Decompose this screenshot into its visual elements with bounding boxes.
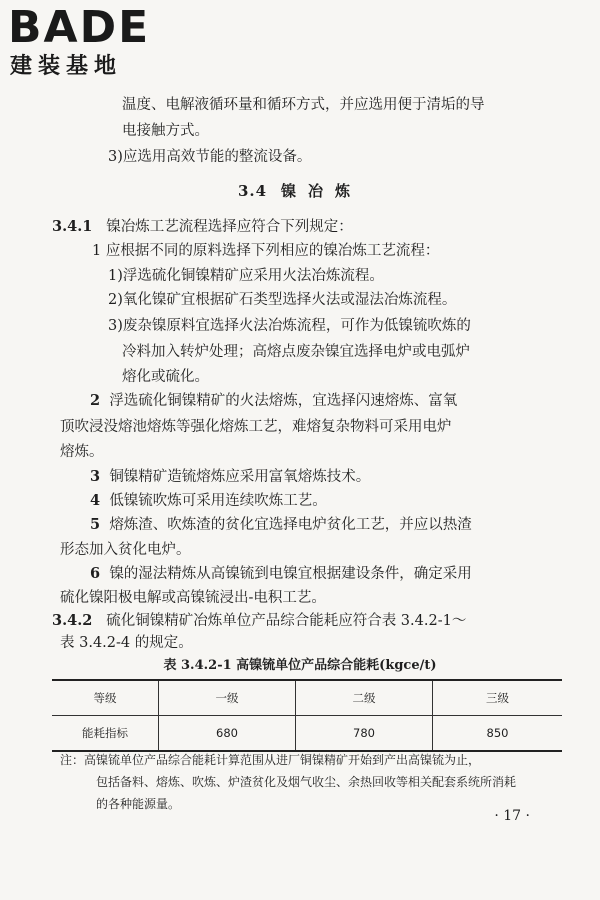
page-number: · 17 · — [494, 808, 530, 824]
clause-text: 硫化铜镍精矿冶炼单位产品综合能耗应符合表 3.4.2-1～ — [106, 613, 467, 629]
text-line: 3)应选用高效节能的整流设备。 — [108, 149, 312, 165]
item-2-cont: 顶吹浸没熔池熔炼等强化熔炼工艺，难熔复杂物料可采用电炉 — [60, 419, 452, 435]
sub-item-3-cont: 熔化或硫化。 — [122, 369, 209, 385]
table-note-cont: 包括备料、熔炼、吹炼、炉渣贫化及烟气收尘、余热回收等相关配套系统所消耗 — [96, 775, 517, 789]
clause-342-cont: 表 3.4.2-4 的规定。 — [60, 635, 193, 651]
section-number: 3.4 — [237, 182, 268, 200]
sub-item-3: 3)废杂镍原料宜选择火法冶炼流程，可作为低镍锍吹炼的 — [108, 318, 471, 334]
text-line: 电接触方式。 — [122, 123, 209, 139]
site-logo — [8, 4, 150, 82]
sub-item-3-cont: 冷料加入转炉处理；高熔点废杂镍宜选择电炉或电弧炉 — [122, 344, 470, 360]
section-title: 镍冶炼 — [281, 182, 363, 200]
item-number: 4 — [90, 492, 101, 509]
logo-wordmark: BADE — [8, 2, 151, 53]
clause-341 — [52, 217, 353, 237]
table-header-row — [52, 680, 562, 716]
item-text: 浮选硫化铜镍精矿的火法熔炼，宜选择闪速熔炼、富氧 — [109, 393, 458, 409]
table-note: 注：高镍锍单位产品综合能耗计算范围从进厂铜镍精矿开始到产出高镍锍为止， — [60, 753, 481, 767]
item-text: 低镍锍吹炼可采用连续吹炼工艺。 — [109, 493, 327, 509]
table-cell: 能耗指标 — [52, 716, 159, 752]
item-2 — [90, 391, 457, 411]
item-6-cont: 硫化镍阳极电解或高镍锍浸出-电积工艺。 — [60, 590, 326, 606]
item-text: 熔炼渣、吹炼渣的贫化宜选择电炉贫化工艺，并应以热渣 — [109, 517, 472, 533]
table-cell: 850 — [433, 716, 563, 752]
item-text: 镍的湿法精炼从高镍锍到电镍宜根据建设条件，确定采用 — [109, 566, 472, 582]
table-cell: 780 — [296, 716, 433, 752]
table-header-cell: 等级 — [52, 680, 159, 716]
section-heading — [0, 180, 600, 201]
item-number: 5 — [90, 516, 101, 533]
item-number: 6 — [90, 565, 101, 582]
clause-text: 镍冶炼工艺流程选择应符合下列规定： — [106, 219, 353, 235]
item-6 — [90, 564, 472, 584]
table-header-cell: 一级 — [159, 680, 296, 716]
table-row — [52, 716, 562, 752]
logo-subtitle: 建装基地 — [10, 54, 123, 79]
table-caption: 表 3.4.2-1 高镍锍单位产品综合能耗(kgce/t) — [163, 658, 437, 673]
item-text: 铜镍精矿造锍熔炼应采用富氧熔炼技术。 — [109, 469, 371, 485]
item-3 — [90, 467, 370, 487]
item-5-cont: 形态加入贫化电炉。 — [60, 542, 191, 558]
sub-item-1: 1)浮选硫化铜镍精矿应采用火法冶炼流程。 — [108, 268, 384, 284]
table-note-cont: 的各种能源量。 — [96, 797, 181, 811]
item-number: 3 — [90, 468, 101, 485]
item-2-cont: 熔炼。 — [60, 444, 104, 460]
table-header-cell: 二级 — [296, 680, 433, 716]
item-5 — [90, 515, 472, 535]
clause-number: 3.4.1 — [52, 218, 93, 235]
table-header-cell: 三级 — [433, 680, 563, 716]
item-number: 2 — [90, 392, 101, 409]
sub-item-2: 2)氧化镍矿宜根据矿石类型选择火法或湿法冶炼流程。 — [108, 292, 457, 308]
energy-table — [52, 679, 562, 752]
clause-number: 3.4.2 — [52, 612, 93, 629]
clause-342 — [52, 611, 466, 631]
item-1: 1 应根据不同的原料选择下列相应的镍冶炼工艺流程： — [92, 243, 440, 259]
text-line: 温度、电解液循环量和循环方式，并应选用便于清垢的导 — [122, 97, 485, 113]
table-cell: 680 — [159, 716, 296, 752]
item-4 — [90, 491, 327, 511]
